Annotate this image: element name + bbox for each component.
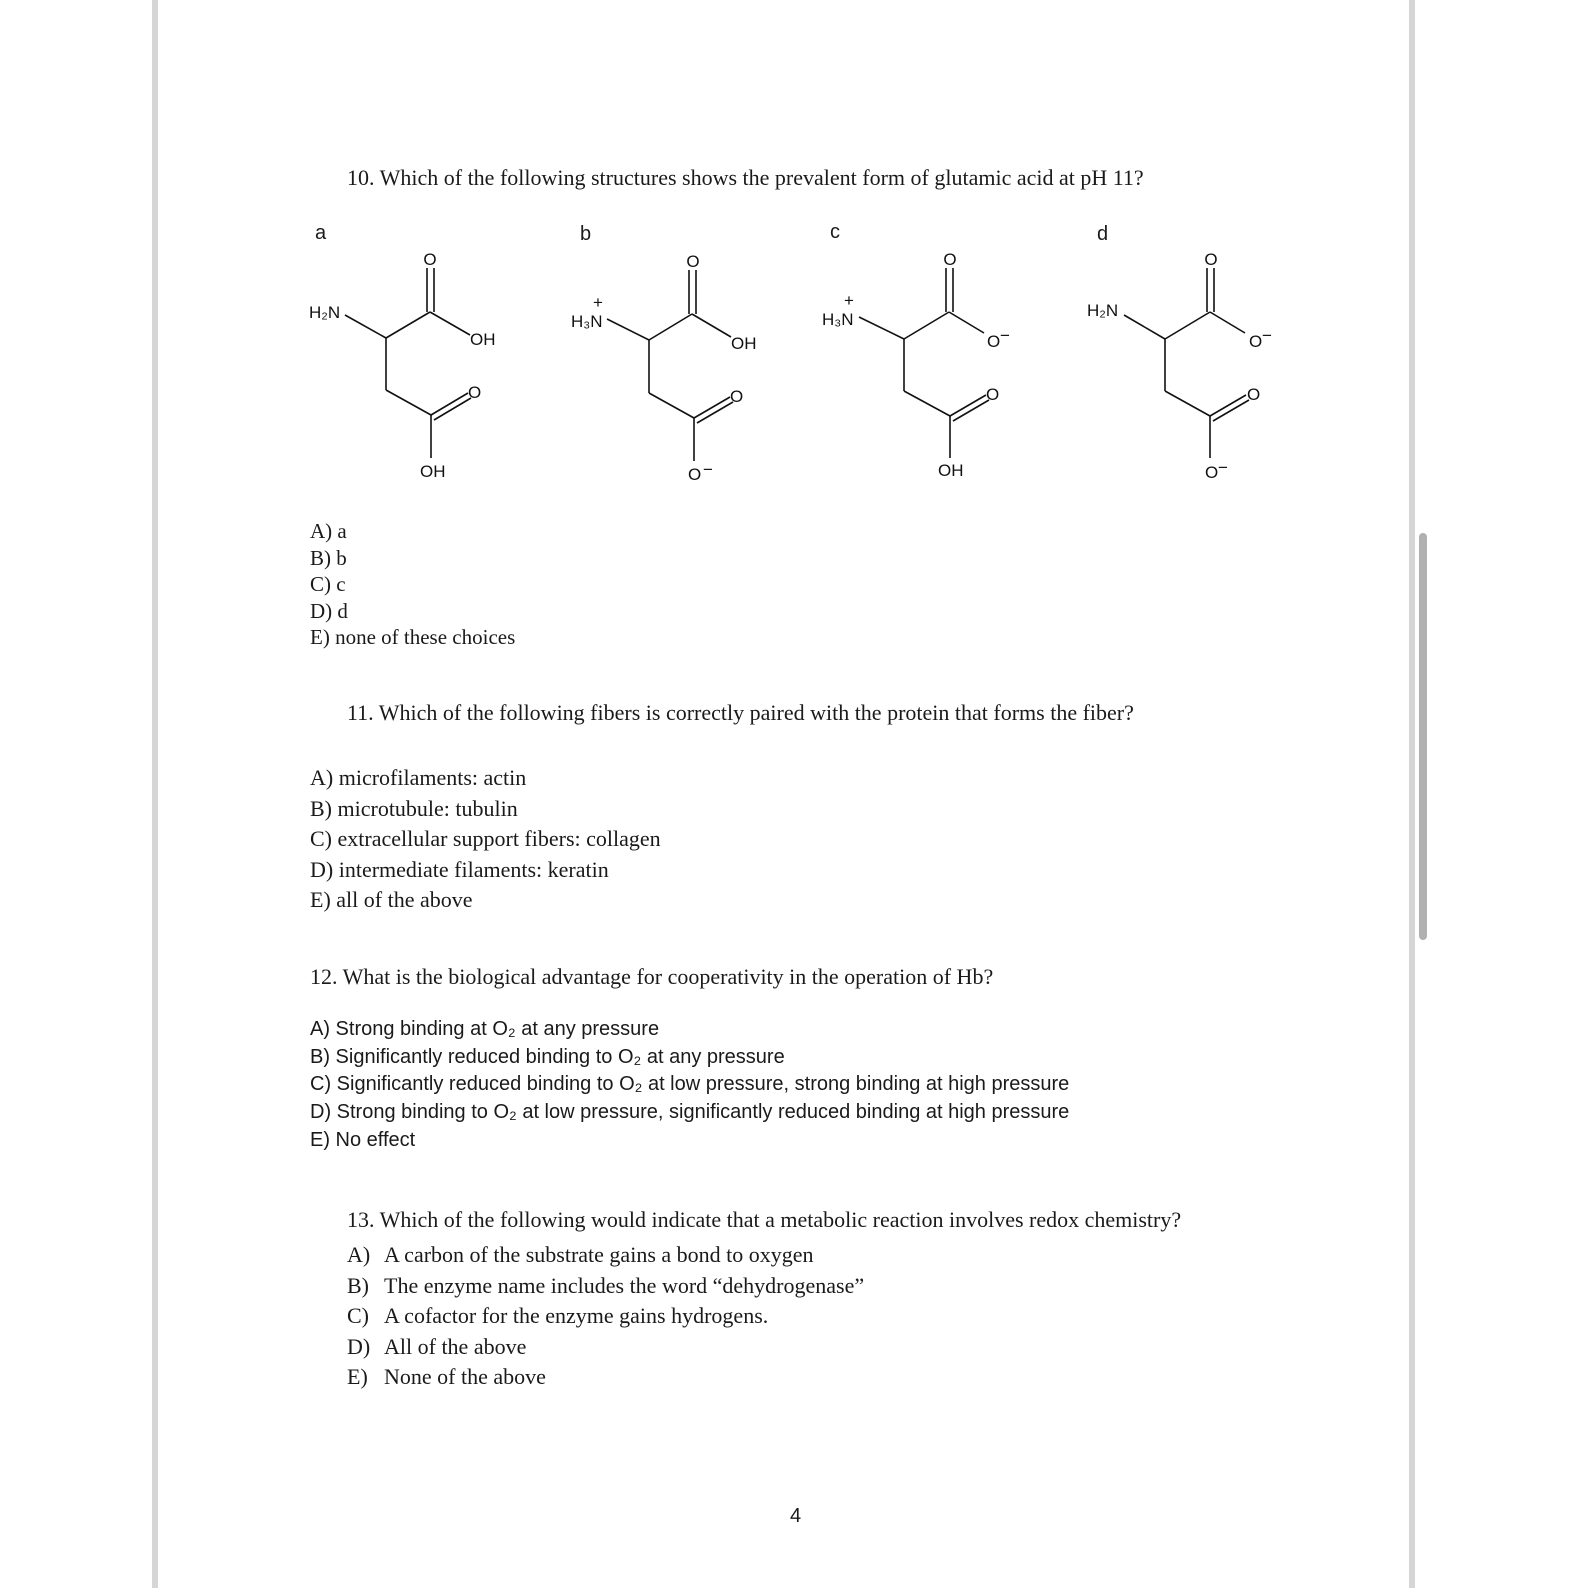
choice-text: A cofactor for the enzyme gains hydrogens. [384, 1303, 769, 1329]
choice-b [347, 1271, 864, 1302]
bond [1124, 315, 1165, 339]
bond [1210, 312, 1245, 333]
structure-b [573, 245, 773, 485]
question-11-choices [310, 763, 661, 916]
page-number: 4 [790, 1505, 802, 1527]
alpha-charge: − [1262, 326, 1272, 345]
choice-b: B) Significantly reduced binding to O₂ at any pressure [310, 1045, 785, 1068]
bond [649, 393, 694, 418]
structure-a [310, 245, 510, 485]
bond [859, 317, 904, 339]
panel-label-b: b [580, 223, 592, 245]
carbonyl-o-top: O [1204, 250, 1218, 269]
alpha-acid-group: OH [470, 330, 496, 349]
amine-charge: + [593, 293, 603, 312]
side-acid-group: O [688, 465, 702, 484]
choice-a: A) a [310, 519, 347, 543]
amine-group: H₂N [309, 303, 341, 322]
side-charge: − [703, 460, 713, 479]
choice-letter: B) [347, 1272, 369, 1298]
question-13-choices [347, 1240, 864, 1393]
question-13-text: 13. Which of the following would indicate that a metabolic reaction involves redox chemistry? [347, 1207, 1182, 1232]
bond [1165, 391, 1210, 416]
side-acid-group: OH [938, 461, 964, 480]
bond [345, 315, 386, 338]
choice-text: The enzyme name includes the word “dehydrogenase” [384, 1272, 865, 1298]
bond [692, 314, 731, 337]
choice-b: B) microtubule: tubulin [310, 795, 518, 821]
carbonyl-o-side: O [986, 385, 1000, 404]
carbonyl-o-side: O [468, 383, 482, 402]
choice-a: A) microfilaments: actin [310, 765, 527, 790]
choice-c: C) c [310, 572, 346, 596]
choice-text: A carbon of the substrate gains a bond to oxygen [384, 1242, 814, 1267]
alpha-acid-group: OH [731, 334, 757, 353]
bond [386, 390, 431, 415]
question-10-choices [310, 518, 515, 651]
question-11-text: 11. Which of the following fibers is correctly paired with the protein that forms the fiber? [347, 700, 1134, 725]
bond [386, 312, 430, 338]
panel-label-c: c [830, 221, 840, 243]
panel-label-a: a [315, 222, 327, 244]
amine-group: H₂N [1087, 301, 1119, 320]
choice-e: E) all of the above [310, 887, 473, 912]
choice-a [347, 1240, 864, 1271]
amine-group: H₃N [822, 310, 854, 329]
bond [904, 391, 950, 416]
bond [607, 319, 649, 340]
side-acid-group: OH [420, 462, 446, 481]
bond [430, 312, 470, 335]
vertical-scrollbar[interactable] [1419, 533, 1427, 940]
alpha-charge: − [1000, 326, 1010, 345]
bond [949, 312, 984, 333]
side-charge: − [1218, 458, 1228, 477]
carbonyl-o-side: O [1247, 385, 1261, 404]
choice-d: D) intermediate filaments: keratin [310, 856, 609, 882]
choice-b: B) b [310, 545, 347, 570]
bond [1165, 312, 1210, 339]
alpha-acid-group: O [1249, 332, 1263, 351]
carbonyl-o-top: O [686, 252, 700, 271]
page-edge-right [1409, 0, 1415, 1588]
choice-c [347, 1301, 864, 1332]
choice-letter: C) [347, 1303, 369, 1329]
alpha-acid-group: O [987, 332, 1001, 351]
choice-text: None of the above [384, 1364, 546, 1390]
question-10-text: 10. Which of the following structures shows the prevalent form of glutamic acid at pH 11? [347, 165, 1144, 190]
choice-d [347, 1332, 864, 1363]
choice-a: A) Strong binding at O₂ at any pressure [310, 1018, 660, 1040]
question-12-text: 12. What is the biological advantage for cooperativity in the operation of Hb? [310, 964, 994, 989]
carbonyl-o-side: O [730, 387, 744, 406]
amine-charge: + [844, 291, 854, 310]
side-acid-group: O [1205, 463, 1219, 482]
panel-label-d: d [1097, 223, 1109, 245]
choice-c: C) Significantly reduced binding to O₂ at low pressure, strong binding at high pressure [310, 1073, 1070, 1096]
choice-text: All of the above [384, 1333, 527, 1359]
bond [649, 314, 692, 340]
choice-d: D) Strong binding to O₂ at low pressure, significantly reduced binding at high pressure [310, 1101, 1070, 1124]
structure-c [822, 243, 1028, 483]
choice-letter: D) [347, 1333, 371, 1359]
choice-letter: E) [347, 1364, 368, 1390]
amine-group: H₃N [571, 312, 603, 331]
choice-c: C) extracellular support fibers: collagen [310, 826, 661, 851]
choice-e: E) none of these choices [310, 625, 516, 649]
structure-d [1087, 243, 1290, 483]
choice-letter: A) [347, 1242, 371, 1267]
carbonyl-o-top: O [943, 250, 957, 269]
choice-e: E) No effect [310, 1128, 416, 1151]
choice-e [347, 1362, 864, 1393]
carbonyl-o-top: O [423, 250, 437, 269]
question-12-choices [310, 1016, 1069, 1155]
bond [904, 312, 949, 339]
choice-d: D) d [310, 598, 348, 623]
